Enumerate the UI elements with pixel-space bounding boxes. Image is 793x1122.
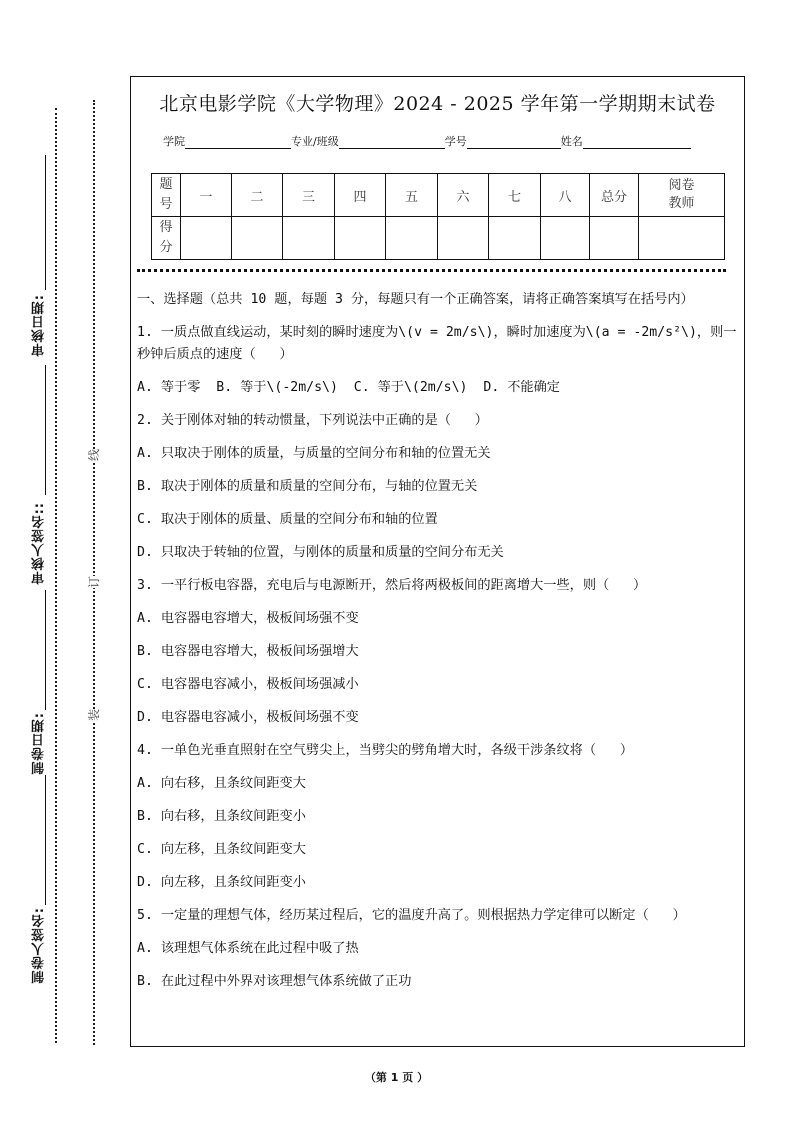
col-header-total: 总分 xyxy=(590,174,639,217)
maker-date-line xyxy=(45,775,46,905)
question-5-option-a: A. 该理想气体系统在此过程中吸了热 xyxy=(137,941,359,956)
student-id-label: 学号 xyxy=(444,135,467,148)
score-cell-grader[interactable] xyxy=(639,217,725,260)
score-cell-2[interactable] xyxy=(232,217,283,260)
score-cell-1[interactable] xyxy=(181,217,232,260)
question-3-option-c: C. 电容器电容减小，极板间场强减小 xyxy=(137,677,359,692)
page-number: （第 1 页 ） xyxy=(364,1071,429,1084)
reviewer-sign-line xyxy=(45,365,46,495)
question-4-stem: 4. 一单色光垂直照射在空气劈尖上，当劈尖的劈角增大时，各级干涉条纹将（ ） xyxy=(137,743,634,758)
score-table-header-row xyxy=(152,174,725,217)
score-cell-4[interactable] xyxy=(335,217,386,260)
question-4-option-b: B. 向右移，且条纹间距变小 xyxy=(137,809,306,824)
col-header-3: 三 xyxy=(283,174,335,217)
section-heading: 一、选择题（总共 10 题，每题 3 分，每题只有一个正确答案，请将正确答案填写在括号内） xyxy=(137,292,694,307)
question-5-option-b: B. 在此过程中外界对该理想气体系统做了正功 xyxy=(137,974,412,989)
student-info-row xyxy=(163,133,691,149)
question-5-stem: 5. 一定量的理想气体，经历某过程后，它的温度升高了。则根据热力学定律可以断定（ ） xyxy=(137,908,686,923)
question-content xyxy=(137,289,740,1004)
question-4-option-a: A. 向右移，且条纹间距变大 xyxy=(137,776,306,791)
binding-dotted-line-outer xyxy=(55,108,57,1043)
major-class-field[interactable] xyxy=(339,136,445,149)
col-header-5: 五 xyxy=(386,174,438,217)
cut-mark-staple: 订 xyxy=(87,575,102,589)
question-3-option-a: A. 电容器电容增大，极板间场强不变 xyxy=(137,611,359,626)
major-class-label: 专业/班级 xyxy=(291,135,339,148)
score-table xyxy=(151,173,725,260)
col-header-8: 八 xyxy=(541,174,590,217)
section-separator xyxy=(137,269,726,272)
col-header-4: 四 xyxy=(335,174,386,217)
reviewer-sign-line-2 xyxy=(45,590,46,710)
col-header-grader: 阅卷 教师 xyxy=(639,174,725,217)
score-table-score-row xyxy=(152,217,725,260)
college-label: 学院 xyxy=(163,135,185,148)
college-field[interactable] xyxy=(185,136,291,149)
question-4-option-d: D. 向左移，且条纹间距变小 xyxy=(137,875,306,890)
col-header-6: 六 xyxy=(438,174,489,217)
question-1-stem: 1. 一质点做直线运动，某时刻的瞬时速度为\(v = 2m/s\)，瞬时加速度为\(a = -2m/s²\)，则一秒钟后质点的速度（ ） xyxy=(137,325,737,362)
student-id-field[interactable] xyxy=(467,136,561,149)
binding-dotted-line-inner xyxy=(93,100,95,1045)
exam-paper-frame xyxy=(130,76,745,1047)
score-cell-total[interactable] xyxy=(590,217,639,260)
name-label: 姓名 xyxy=(560,135,583,148)
score-cell-7[interactable] xyxy=(489,217,541,260)
name-field[interactable] xyxy=(583,136,691,149)
reviewer-sign-label: 审核人签名:: xyxy=(32,502,47,585)
reviewer-date-label: 审核日期: xyxy=(32,294,47,357)
col-header-7: 七 xyxy=(489,174,541,217)
cut-mark-bind: 装 xyxy=(87,708,102,722)
question-2-option-c: C. 取决于刚体的质量、质量的空间分布和轴的位置 xyxy=(137,512,438,527)
exam-title: 北京电影学院《大学物理》2024 - 2025 学年第一学期期末试卷 xyxy=(159,93,716,115)
score-cell-3[interactable] xyxy=(283,217,335,260)
col-header-1: 一 xyxy=(181,174,232,217)
question-number-header: 题 号 xyxy=(152,174,181,217)
question-3-option-d: D. 电容器电容减小，极板间场强不变 xyxy=(137,710,359,725)
maker-sign-label: 制卷人签名: xyxy=(32,907,47,984)
cut-mark-line: 线 xyxy=(87,448,102,462)
maker-date-label: 制卷日期: xyxy=(32,712,47,775)
question-3-option-b: B. 电容器电容增大，极板间场强增大 xyxy=(137,644,359,659)
col-header-2: 二 xyxy=(232,174,283,217)
question-1-options: A. 等于零 B. 等于\(-2m/s\) C. 等于\(2m/s\) D. 不能确定 xyxy=(137,380,560,395)
question-3-stem: 3. 一平行板电容器，充电后与电源断开，然后将两极板间的距离增大一些，则（ ） xyxy=(137,578,647,593)
reviewer-date-signature-line xyxy=(45,155,46,290)
score-cell-5[interactable] xyxy=(386,217,438,260)
score-row-header: 得 分 xyxy=(152,217,181,260)
score-cell-6[interactable] xyxy=(438,217,489,260)
question-2-option-a: A. 只取决于刚体的质量，与质量的空间分布和轴的位置无关 xyxy=(137,446,491,461)
question-2-option-d: D. 只取决于转轴的位置，与刚体的质量和质量的空间分布无关 xyxy=(137,545,504,560)
question-4-option-c: C. 向左移，且条纹间距变大 xyxy=(137,842,306,857)
score-cell-8[interactable] xyxy=(541,217,590,260)
question-2-stem: 2. 关于刚体对轴的转动惯量，下列说法中正确的是（ ） xyxy=(137,413,488,428)
question-2-option-b: B. 取决于刚体的质量和质量的空间分布，与轴的位置无关 xyxy=(137,479,478,494)
